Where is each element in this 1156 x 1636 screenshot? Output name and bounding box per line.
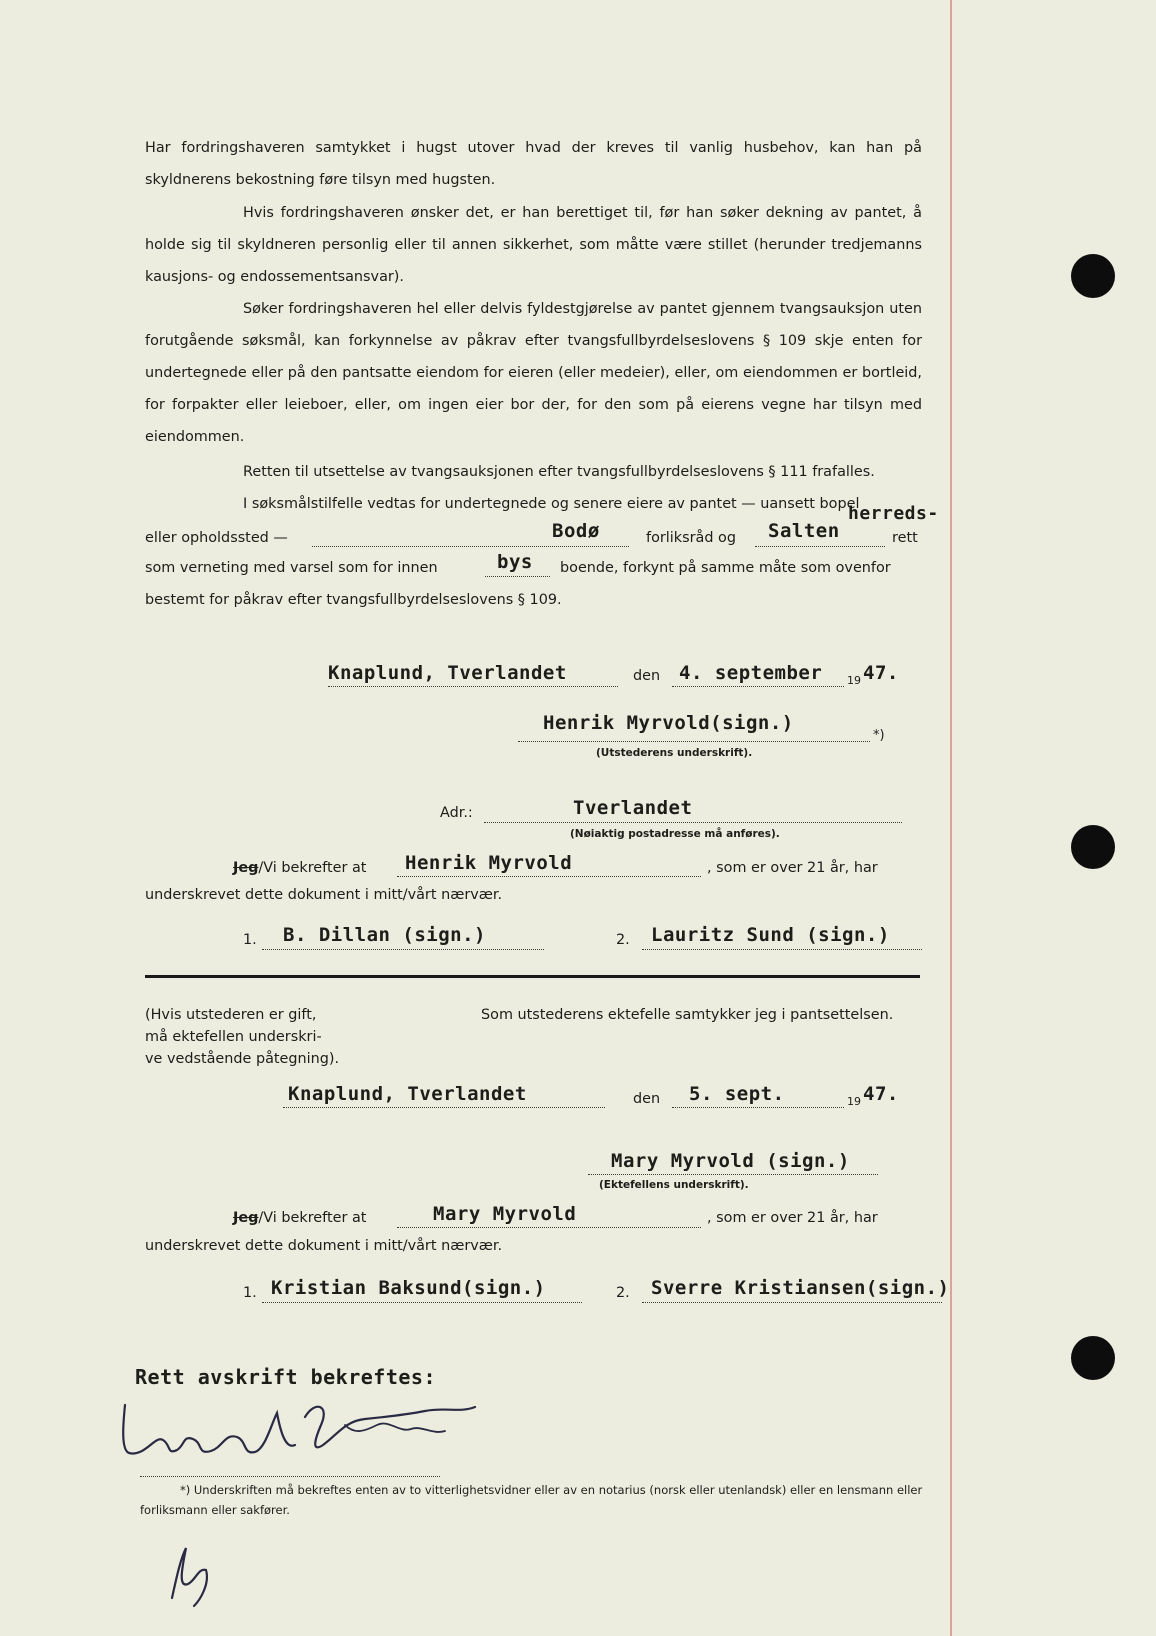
court-fill-line — [755, 546, 885, 547]
witness2-prefix-row: Jeg/Vi bekrefter at — [233, 1210, 367, 1226]
witness1-n2: 2. — [616, 932, 630, 948]
witness2-subject-line — [397, 1227, 701, 1228]
witness1-line2: underskrevet dette dokument i mitt/vårt nærvær. — [145, 887, 503, 903]
footnote: *) Underskriften må bekreftes enten av to vitterlighetsvidner eller av en notarius (norsk eller utenlandsk) eller en lensmann eller forliksmann eller sakfører. — [140, 1483, 923, 1517]
witness1-signer-2-line — [642, 949, 922, 950]
issuer-year-prefix: 19 — [847, 674, 861, 687]
footnote-rule — [140, 1476, 440, 1477]
witness2-line2: underskrevet dette dokument i mitt/vårt nærvær. — [145, 1238, 503, 1254]
issuer-signature-caption: (Utstederens underskrift). — [596, 747, 753, 759]
spouse-note-2: må ektefellen underskri- — [145, 1029, 322, 1045]
issuer-date-line — [672, 686, 844, 687]
issuer-place: Knaplund, Tverlandet — [328, 662, 567, 684]
witness2-n1: 1. — [243, 1285, 257, 1301]
paragraph-utsettelse: Retten til utsettelse av tvangsauksjonen efter tvangsfullbyrdelseslovens § 111 frafalles. — [243, 464, 875, 480]
witness1-signer-2: Lauritz Sund (sign.) — [651, 924, 890, 946]
section-divider — [145, 975, 920, 978]
venue-court: Salten — [768, 520, 840, 542]
handwritten-signature-icon — [115, 1395, 515, 1475]
witness2-subject: Mary Myrvold — [433, 1203, 577, 1225]
witness2-struck: Jeg — [233, 1210, 259, 1226]
witness2-signer-1: Kristian Baksund(sign.) — [271, 1277, 546, 1299]
issuer-signature: Henrik Myrvold(sign.) — [543, 712, 794, 734]
witness1-subject-line — [397, 876, 701, 877]
witness1-prefix: Vi bekrefter at — [263, 860, 367, 876]
spouse-date-line — [672, 1107, 844, 1108]
address-label: Adr.: — [440, 805, 473, 821]
venue-town: Bodø — [552, 520, 600, 542]
punch-hole-icon — [1071, 254, 1115, 298]
witness2-n2: 2. — [616, 1285, 630, 1301]
issuer-den: den — [633, 668, 661, 684]
witness2-signer-2-line — [642, 1302, 942, 1303]
spouse-consent: Som utstederens ektefelle samtykker jeg i pantsettelsen. — [481, 1007, 894, 1023]
witness2-signer-2: Sverre Kristiansen(sign.) — [651, 1277, 950, 1299]
spouse-place-line — [283, 1107, 605, 1108]
paragraph-tvangsauksjon: Søker fordringshaveren hel eller delvis fyldestgjørelse av pantet gjennem tvangsauksjon uten forutgående søksmål, kan forkynnelse av påkrav efter tvangsfullbyrdelseslovens § 109 skje enten for undertegnede eller på den pantsatte eiendom for eieren (eller medeier), eller, om eiendommen er bortleid, for forpakter eller leieboer, eller, om ingen eier bor der, for den som på eierens vegne har tilsyn med eiendommen. — [145, 301, 922, 445]
bys-fill-line — [485, 576, 550, 577]
witness1-suffix: , som er over 21 år, har — [707, 860, 878, 876]
witness1-subject: Henrik Myrvold — [405, 852, 573, 874]
venue-rett: rett — [892, 530, 918, 546]
venue-bestemt: bestemt for påkrav efter tvangsfullbyrdelseslovens § 109. — [145, 592, 562, 608]
witness2-suffix: , som er over 21 år, har — [707, 1210, 878, 1226]
issuer-place-line — [328, 686, 618, 687]
venue-forliksrad-og: forliksråd og — [646, 530, 736, 546]
address-line — [484, 822, 902, 823]
venue-verneting: som verneting med varsel som for innen — [145, 560, 438, 576]
witness2-signer-1-line — [262, 1302, 582, 1303]
issuer-date: 4. september — [679, 662, 823, 684]
issuer-year: 47. — [863, 662, 899, 684]
punch-hole-icon — [1071, 825, 1115, 869]
venue-opholdssted-label: eller opholdssted — — [145, 530, 288, 546]
paragraph-hugst: Har fordringshaveren samtykket i hugst utover hvad der kreves til vanlig husbehov, kan han på skyldnerens bekostning føre tilsyn med hugsten. — [145, 140, 922, 188]
witness1-signer-1-line — [262, 949, 544, 950]
issuer-address: Tverlandet — [573, 797, 693, 819]
paragraph-personlig: Hvis fordringshaveren ønsker det, er han berettiget til, før han søker dekning av pantet, å holde sig til skyldneren personlig eller til annen sikkerhet, som måtte være stillet (herunder tredjemanns kausjons- og endossementsansvar). — [145, 205, 922, 285]
punch-hole-icon — [1071, 1336, 1115, 1380]
spouse-signature: Mary Myrvold (sign.) — [611, 1150, 850, 1172]
witness1-n1: 1. — [243, 932, 257, 948]
margin-rule — [950, 0, 952, 1636]
spouse-den: den — [633, 1091, 661, 1107]
witness1-struck: Jeg — [233, 860, 259, 876]
spouse-signature-line — [588, 1174, 878, 1175]
witness1-signer-1: B. Dillan (sign.) — [283, 924, 486, 946]
certification-heading: Rett avskrift bekreftes: — [135, 1365, 436, 1389]
town-fill-line — [312, 546, 629, 547]
venue-boende: boende, forkynt på samme måte som ovenfor — [560, 560, 891, 576]
spouse-year: 47. — [863, 1083, 899, 1105]
spouse-year-prefix: 19 — [847, 1095, 861, 1108]
spouse-date: 5. sept. — [689, 1083, 785, 1105]
venue-bys: bys — [497, 551, 533, 573]
address-caption: (Nøiaktig postadresse må anføres). — [570, 828, 780, 840]
witness2-prefix: Vi bekrefter at — [263, 1210, 367, 1226]
issuer-asterisk: *) — [873, 728, 885, 743]
issuer-signature-line — [518, 741, 870, 742]
spouse-note-3: ve vedstående påtegning). — [145, 1051, 340, 1067]
spouse-place: Knaplund, Tverlandet — [288, 1083, 527, 1105]
venue-line-1: I søksmålstilfelle vedtas for undertegnede og senere eiere av pantet — uansett bopel — [243, 496, 860, 512]
herreds-insert: herreds- — [848, 503, 939, 524]
spouse-signature-caption: (Ektefellens underskrift). — [599, 1179, 749, 1191]
spouse-note-1: (Hvis utstederen er gift, — [145, 1007, 317, 1023]
witness1-prefix-row: Jeg/Vi bekrefter at — [233, 860, 367, 876]
initials-mark-icon — [160, 1540, 230, 1610]
